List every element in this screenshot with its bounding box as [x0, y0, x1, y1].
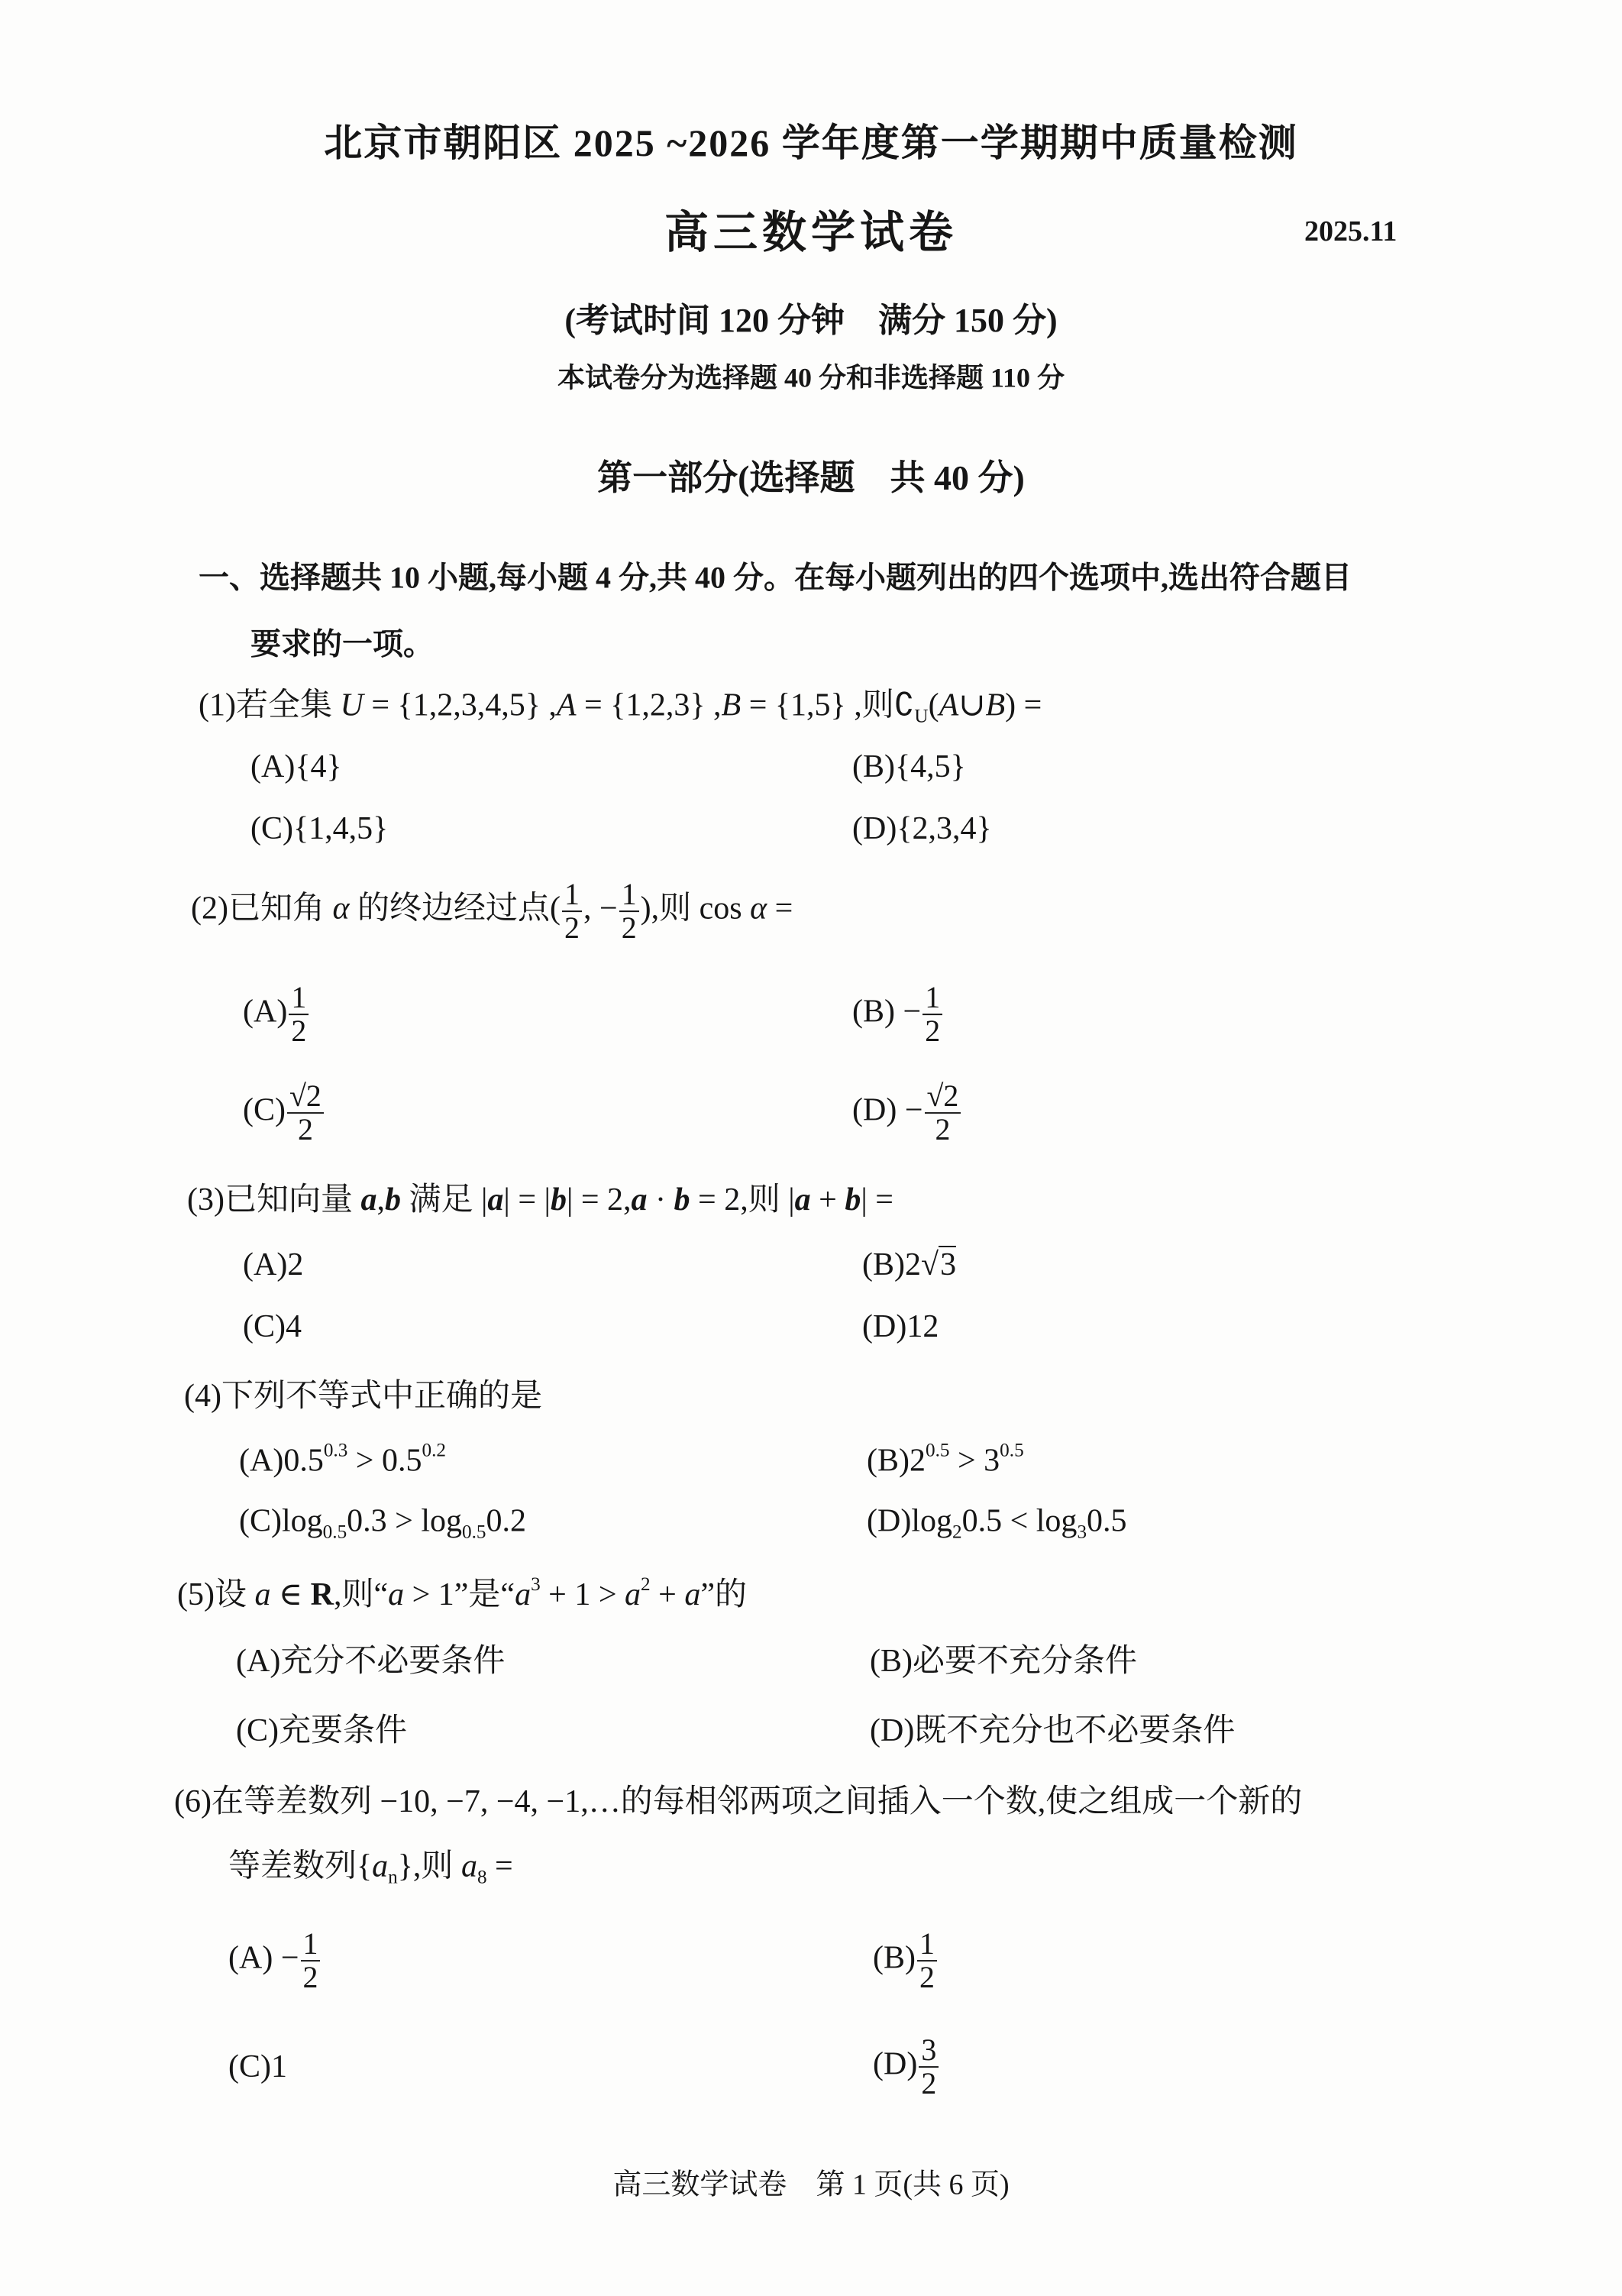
- question-stem: [174, 1776, 1302, 1822]
- option-a[interactable]: [250, 749, 342, 785]
- text-run: ,则“: [333, 1577, 389, 1612]
- option-label: (B): [862, 1247, 905, 1282]
- option-label: (A): [228, 1940, 273, 1976]
- text-run: ) =: [1005, 687, 1042, 723]
- text-run: 12: [906, 1309, 939, 1344]
- fraction-denominator: 2: [297, 1112, 313, 1146]
- math-variable: a: [254, 1577, 271, 1612]
- fraction: [917, 1928, 937, 1994]
- fraction: [925, 1080, 961, 1146]
- page-footer: 高三数学试卷 第 1 页(共 6 页): [612, 2168, 1010, 2201]
- text-run: 已知向量: [224, 1182, 361, 1218]
- option-b[interactable]: [867, 1441, 1024, 1479]
- option-c[interactable]: [250, 810, 388, 847]
- text-run: 0.3 > log: [347, 1503, 463, 1539]
- superscript: 2: [641, 1574, 651, 1596]
- math-variable: a: [372, 1848, 389, 1884]
- subscript: 2: [952, 1522, 962, 1543]
- text-run: ∪: [958, 687, 986, 723]
- vector-variable: b: [674, 1182, 690, 1218]
- text-run: 若全集: [235, 687, 341, 723]
- vector-variable: a: [487, 1182, 504, 1218]
- fraction-numerator: √2: [925, 1080, 961, 1114]
- text-run: 0.5: [1087, 1503, 1127, 1539]
- text-run: 2: [287, 1247, 304, 1282]
- option-label: (B): [873, 1940, 916, 1976]
- math-variable: a: [515, 1577, 532, 1612]
- option-d[interactable]: [852, 810, 992, 847]
- text-run: −: [897, 1092, 923, 1128]
- fraction: [562, 878, 582, 944]
- option-label: (D): [852, 1092, 897, 1128]
- text-run: ),则 cos: [640, 891, 751, 926]
- text-run: 设: [214, 1577, 255, 1612]
- fraction: [301, 1928, 321, 1994]
- option-label: (C): [250, 811, 293, 846]
- question-stem-cont: [228, 1841, 513, 1889]
- text-run: (: [928, 687, 939, 723]
- option-a[interactable]: [228, 1928, 321, 1994]
- text-run: 既不充分也不必要条件: [914, 1713, 1236, 1748]
- text-run: 已知角: [228, 891, 333, 926]
- text-run: = {1,2,3,4,5} ,: [363, 687, 557, 723]
- option-label: (B): [870, 1644, 913, 1679]
- question-number: (3): [187, 1182, 225, 1218]
- text-run: 下列不等式中正确的是: [221, 1379, 542, 1414]
- text-run: {2,3,4}: [897, 811, 992, 846]
- fraction: [922, 981, 942, 1047]
- option-label: (B): [852, 994, 895, 1030]
- vector-variable: b: [550, 1182, 567, 1218]
- option-b[interactable]: [852, 981, 944, 1047]
- exam-title: 高三数学试卷: [664, 208, 958, 257]
- text-run: > 1”是“: [404, 1577, 515, 1612]
- option-a[interactable]: [239, 1441, 446, 1479]
- fraction-denominator: 2: [921, 2066, 937, 2100]
- question-stem: [187, 1174, 893, 1220]
- fraction: [619, 878, 639, 944]
- radical-icon: √: [921, 1247, 939, 1282]
- math-variable: a: [625, 1577, 641, 1612]
- math-variable: a: [684, 1577, 701, 1612]
- option-a[interactable]: [243, 981, 310, 1047]
- option-b[interactable]: [870, 1635, 1137, 1681]
- question-stem: [191, 878, 793, 944]
- text-run: log: [282, 1503, 323, 1539]
- math-variable: U: [340, 687, 363, 723]
- vector-variable: a: [360, 1182, 377, 1218]
- text-run: 0.5: [283, 1443, 324, 1479]
- text-run: 0.2: [486, 1503, 526, 1539]
- text-run: > 0.5: [347, 1443, 422, 1479]
- math-variable: a: [460, 1848, 477, 1884]
- option-label: (C): [236, 1713, 279, 1748]
- fraction-numerator: 1: [922, 981, 942, 1015]
- question-number: (5): [177, 1577, 215, 1612]
- text-run: −: [273, 1940, 299, 1976]
- text-run: ,: [376, 1182, 385, 1218]
- option-label: (A): [243, 994, 288, 1030]
- exam-date: 2025.11: [1304, 215, 1397, 247]
- option-b[interactable]: [852, 749, 966, 785]
- option-label: (B): [867, 1443, 910, 1479]
- exam-time-info: (考试时间 120 分钟 满分 150 分): [564, 302, 1058, 339]
- subscript: 3: [1077, 1522, 1087, 1543]
- text-run: 充分不必要条件: [280, 1644, 506, 1679]
- option-c[interactable]: [228, 2049, 287, 2085]
- fraction-numerator: 1: [301, 1928, 321, 1961]
- text-run: 必要不充分条件: [913, 1644, 1138, 1679]
- math-variable: A: [556, 687, 577, 723]
- option-label: (A): [239, 1443, 284, 1479]
- part-title: 第一部分(选择题 共 40 分): [597, 458, 1025, 497]
- text-run: 2: [910, 1443, 926, 1479]
- radicand: 3: [940, 1247, 957, 1282]
- text-run: = {1,5} ,则∁: [741, 687, 915, 723]
- text-run: + 1 >: [540, 1577, 625, 1612]
- option-a[interactable]: [236, 1635, 505, 1681]
- option-d[interactable]: [852, 1080, 962, 1146]
- superscript: 0.5: [1000, 1440, 1024, 1461]
- question-number: (4): [184, 1379, 221, 1414]
- text-run: 4: [286, 1309, 302, 1344]
- text-run: =: [486, 1848, 513, 1884]
- option-label: (C): [239, 1503, 282, 1539]
- fraction-denominator: 2: [925, 1014, 941, 1048]
- question-stem: [199, 680, 1042, 728]
- vector-variable: b: [845, 1182, 861, 1218]
- subscript: 0.5: [462, 1522, 486, 1543]
- text-run: 充要条件: [279, 1713, 408, 1748]
- option-label: (D): [862, 1309, 907, 1344]
- exam-header-line: 北京市朝阳区 2025 ~2026 学年度第一学期期中质量检测: [324, 121, 1298, 164]
- text-run: +: [810, 1182, 845, 1218]
- section-instruction-cont: 要求的一项。: [250, 626, 434, 661]
- text-run: = 2,则 |: [690, 1182, 795, 1218]
- text-run: 等差数列{: [228, 1848, 373, 1884]
- question-stem: [177, 1569, 747, 1615]
- option-c[interactable]: [236, 1705, 407, 1751]
- option-a[interactable]: [243, 1247, 303, 1283]
- superscript: 0.5: [926, 1440, 950, 1461]
- text-run: 满足 |: [401, 1182, 488, 1218]
- square-root: [921, 1246, 956, 1282]
- math-variable: B: [721, 687, 742, 723]
- option-d[interactable]: [873, 2034, 940, 2100]
- text-run: | =: [861, 1182, 893, 1218]
- fraction-numerator: 1: [562, 878, 582, 912]
- fraction-denominator: 2: [302, 1960, 318, 1994]
- exam-score-info: 本试卷分为选择题 40 分和非选择题 110 分: [557, 362, 1065, 393]
- option-label: (D): [873, 2046, 918, 2082]
- text-run: log: [911, 1503, 952, 1539]
- text-run: | = 2,: [566, 1182, 632, 1218]
- fraction-numerator: 1: [619, 878, 639, 912]
- question-stem: [184, 1370, 542, 1416]
- text-run: | = |: [503, 1182, 551, 1218]
- subscript: U: [914, 706, 929, 727]
- text-run: ”的: [700, 1577, 747, 1612]
- math-variable: B: [985, 687, 1006, 723]
- text-run: > 3: [949, 1443, 1000, 1479]
- vector-variable: a: [631, 1182, 648, 1218]
- text-run: 2: [905, 1247, 921, 1282]
- text-run: ∈: [270, 1577, 311, 1612]
- text-run: 0.5 < log: [961, 1503, 1078, 1539]
- option-label: (A): [250, 749, 296, 784]
- fraction-numerator: 3: [919, 2034, 939, 2068]
- fraction-denominator: 2: [919, 1960, 935, 1994]
- real-set-symbol: R: [310, 1577, 334, 1612]
- text-run: =: [767, 891, 793, 926]
- question-number: (6): [174, 1784, 212, 1819]
- option-d[interactable]: [867, 1503, 1127, 1544]
- section-instruction: 一、选择题共 10 小题,每小题 4 分,共 40 分。在每小题列出的四个选项中,选出符合题目: [199, 560, 1352, 595]
- math-variable: a: [388, 1577, 405, 1612]
- superscript: 0.2: [422, 1440, 446, 1461]
- text-run: = {1,2,3} ,: [576, 687, 722, 723]
- option-label: (C): [228, 2049, 271, 2084]
- fraction-numerator: 1: [289, 981, 309, 1015]
- option-label: (B): [852, 749, 895, 784]
- fraction: [919, 2034, 939, 2100]
- question-number: (2): [191, 891, 228, 926]
- text-run: −: [895, 994, 922, 1030]
- subscript: 0.5: [322, 1522, 347, 1543]
- math-variable: α: [332, 891, 350, 926]
- fraction: [289, 981, 309, 1047]
- question-number: (1): [199, 687, 236, 723]
- option-label: (D): [867, 1503, 912, 1539]
- option-b[interactable]: [873, 1928, 939, 1994]
- fraction: [287, 1080, 324, 1146]
- option-c[interactable]: [243, 1308, 302, 1345]
- text-run: , −: [583, 891, 618, 926]
- text-run: 在等差数列 −10, −7, −4, −1,…的每相邻两项之间插入一个数,使之组成一个新的: [211, 1784, 1303, 1819]
- fraction-denominator: 2: [935, 1112, 951, 1146]
- text-run: {4}: [295, 749, 342, 784]
- fraction-numerator: 1: [917, 1928, 937, 1961]
- text-run: },则: [397, 1848, 461, 1884]
- option-b[interactable]: [862, 1247, 956, 1283]
- option-label: (D): [852, 811, 897, 846]
- option-label: (C): [243, 1309, 286, 1344]
- superscript: 0.3: [323, 1440, 348, 1461]
- fraction-denominator: 2: [564, 910, 580, 945]
- fraction-numerator: √2: [287, 1080, 324, 1114]
- superscript: 3: [531, 1574, 541, 1596]
- text-run: 1: [271, 2049, 287, 2084]
- math-variable: A: [939, 687, 959, 723]
- fraction-denominator: 2: [291, 1014, 307, 1048]
- text-run: 的终边经过点(: [349, 891, 561, 926]
- text-run: +: [650, 1577, 685, 1612]
- text-run: {4,5}: [895, 749, 966, 784]
- text-run: ·: [647, 1182, 674, 1218]
- option-label: (C): [243, 1092, 286, 1128]
- text-run: {1,4,5}: [293, 811, 389, 846]
- option-c[interactable]: [239, 1503, 526, 1544]
- option-c[interactable]: [243, 1080, 325, 1146]
- option-label: (D): [870, 1713, 915, 1748]
- vector-variable: a: [794, 1182, 811, 1218]
- option-label: (A): [236, 1644, 281, 1679]
- fraction-denominator: 2: [621, 910, 637, 945]
- option-d[interactable]: [870, 1705, 1235, 1751]
- subscript: 8: [477, 1867, 487, 1888]
- vector-variable: b: [385, 1182, 401, 1218]
- option-d[interactable]: [862, 1308, 939, 1345]
- math-variable: α: [750, 891, 767, 926]
- subscript: n: [388, 1867, 398, 1888]
- option-label: (A): [243, 1247, 288, 1282]
